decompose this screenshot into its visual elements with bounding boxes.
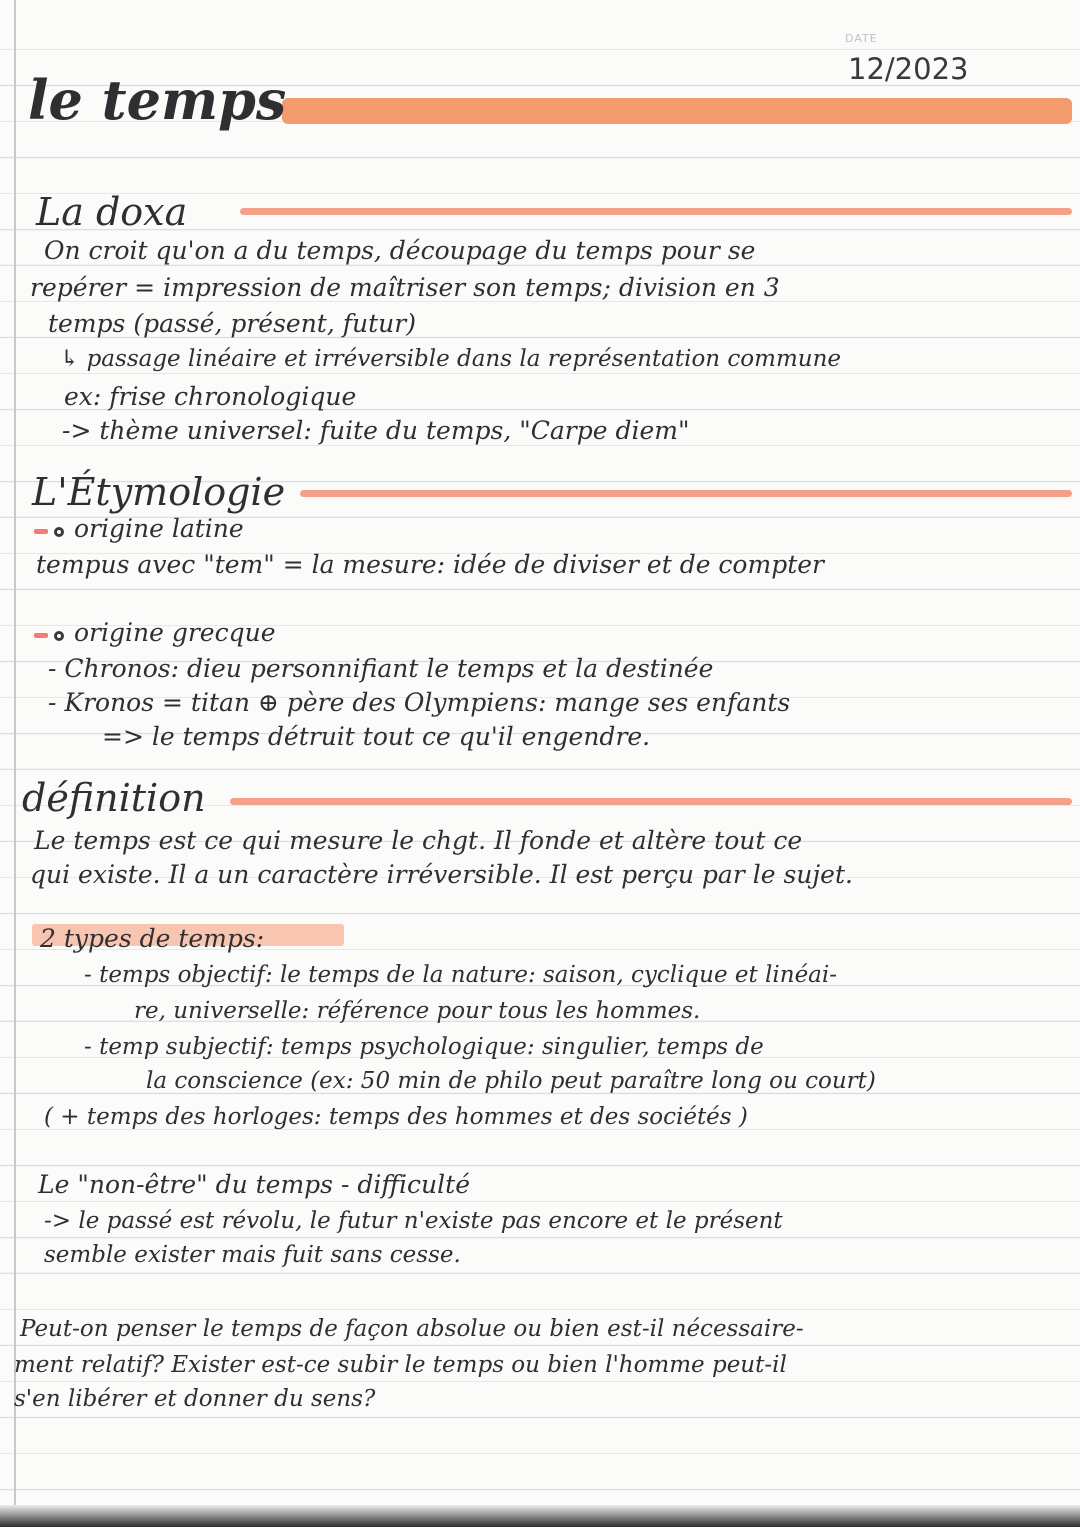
non-etre-line: Le "non-être" du temps - difficulté bbox=[38, 1170, 470, 1199]
etymologie-heading: L'Étymologie bbox=[32, 470, 286, 514]
doxa-underline bbox=[240, 208, 1072, 215]
bullet-dash bbox=[34, 529, 48, 534]
latin-origin-title: origine latine bbox=[74, 514, 244, 543]
title-highlight bbox=[282, 98, 1072, 124]
date-label: DATE bbox=[845, 32, 878, 45]
date: 12/2023 bbox=[848, 52, 969, 86]
types-line: - temp subjectif: temps psychologique: singulier, temps de bbox=[84, 1034, 764, 1060]
non-etre-line: -> le passé est révolu, le futur n'existe pas encore et le présent bbox=[44, 1208, 783, 1234]
latin-origin-line: tempus avec "tem" = la mesure: idée de diviser et de compter bbox=[36, 550, 824, 579]
types-title: 2 types de temps: bbox=[40, 924, 265, 953]
definition-line: Le temps est ce qui mesure le chgt. Il fonde et altère tout ce bbox=[34, 826, 803, 855]
definition-underline bbox=[230, 798, 1072, 805]
types-line: - temps objectif: le temps de la nature: saison, cyclique et linéai- bbox=[84, 962, 838, 988]
greek-origin-line: - Chronos: dieu personnifiant le temps et la destinée bbox=[48, 654, 714, 683]
greek-origin-line: => le temps détruit tout ce qu'il engendre. bbox=[102, 722, 651, 751]
types-line: ( + temps des horloges: temps des hommes et des sociétés ) bbox=[44, 1104, 748, 1130]
greek-origin-title: origine grecque bbox=[74, 618, 276, 647]
question-line: Peut-on penser le temps de façon absolue ou bien est-il nécessaire- bbox=[20, 1316, 804, 1342]
bullet-dash bbox=[34, 633, 48, 638]
question-line: s'en libérer et donner du sens? bbox=[14, 1386, 376, 1412]
doxa-heading: La doxa bbox=[36, 190, 188, 234]
bullet-dot bbox=[54, 631, 64, 641]
doxa-line: repérer = impression de maîtriser son temps; division en 3 bbox=[30, 273, 780, 302]
doxa-line: On croit qu'on a du temps, découpage du temps pour se bbox=[44, 236, 756, 265]
greek-origin-line: - Kronos = titan ⊕ père des Olympiens: mange ses enfants bbox=[48, 688, 791, 717]
etymologie-underline bbox=[300, 490, 1072, 497]
definition-line: qui existe. Il a un caractère irréversible. Il est perçu par le sujet. bbox=[30, 860, 853, 889]
page-bottom-edge bbox=[0, 1505, 1080, 1527]
bullet-dot bbox=[54, 527, 64, 537]
types-line: re, universelle: référence pour tous les hommes. bbox=[134, 998, 701, 1024]
definition-heading: définition bbox=[22, 776, 206, 820]
margin-line bbox=[14, 0, 16, 1527]
doxa-line: temps (passé, présent, futur) bbox=[48, 309, 416, 338]
non-etre-line: semble exister mais fuit sans cesse. bbox=[44, 1242, 461, 1268]
doxa-line: ex: frise chronologique bbox=[64, 382, 357, 411]
types-line: la conscience (ex: 50 min de philo peut paraître long ou court) bbox=[146, 1068, 876, 1094]
doxa-line: ↳ passage linéaire et irréversible dans la représentation commune bbox=[60, 346, 842, 372]
doxa-line: -> thème universel: fuite du temps, "Carpe diem" bbox=[62, 416, 690, 445]
page-title: le temps bbox=[28, 68, 287, 132]
question-line: ment relatif? Exister est-ce subir le temps ou bien l'homme peut-il bbox=[14, 1352, 787, 1378]
